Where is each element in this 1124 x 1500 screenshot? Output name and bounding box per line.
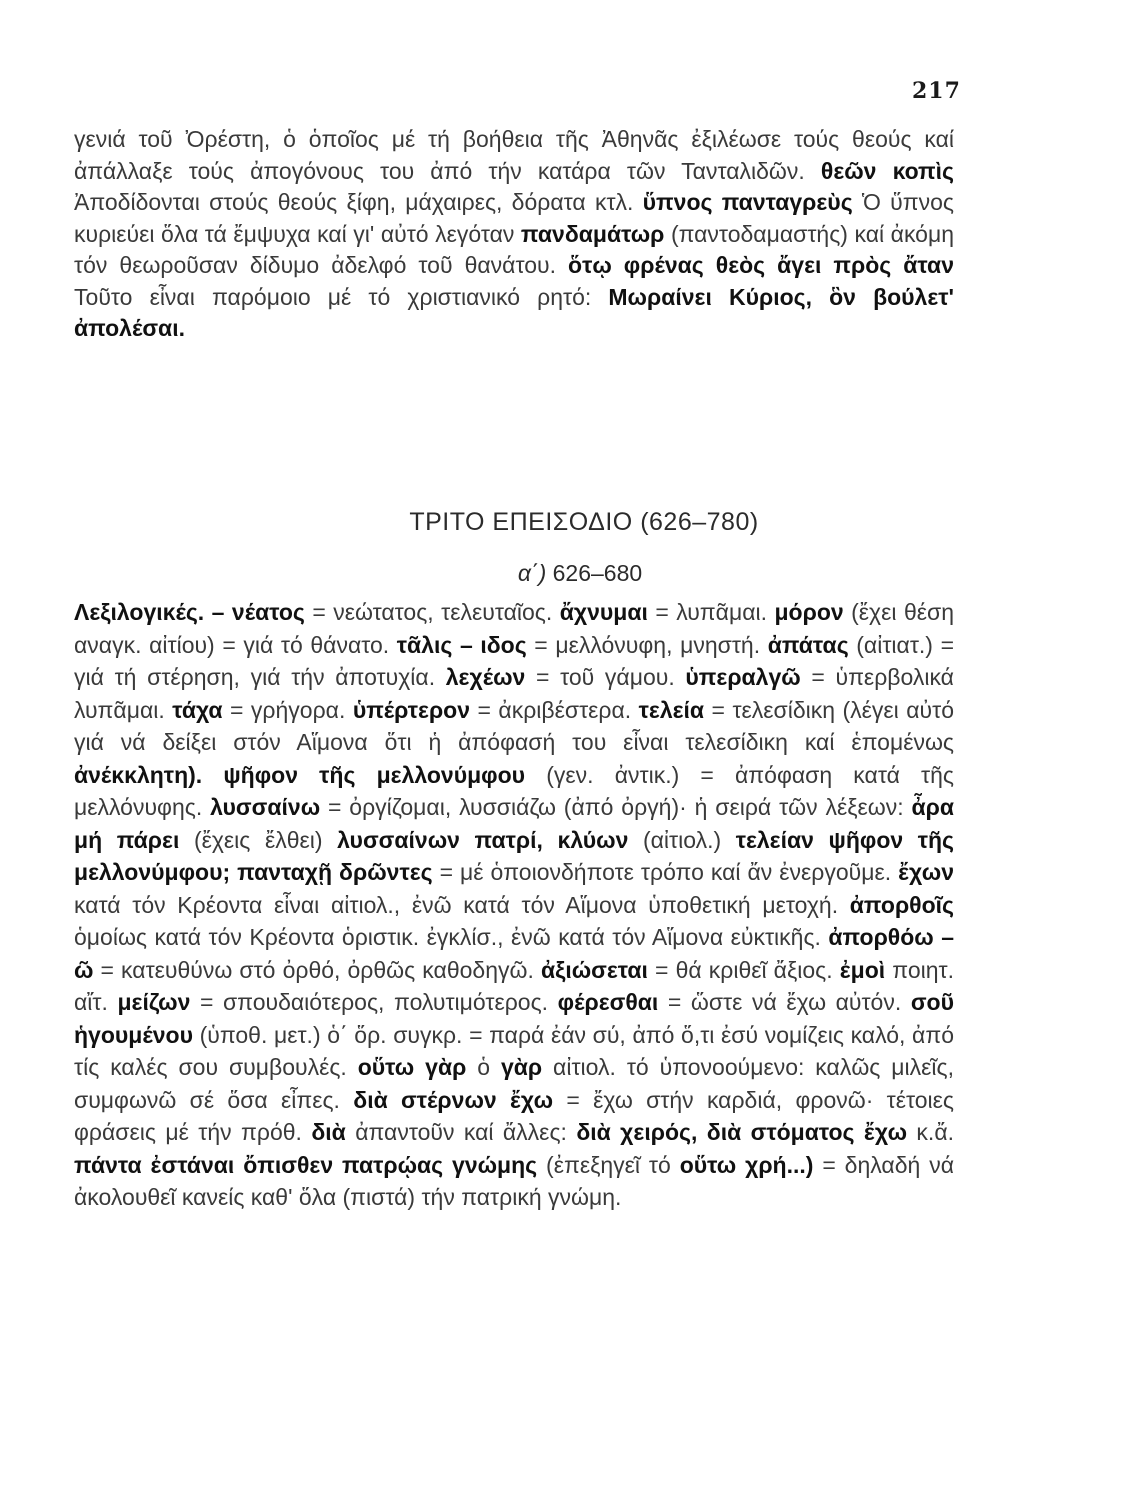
page-number: 217 [912,78,961,104]
subsection-marker: α΄) [517,560,547,586]
glossary-definition: ὁ [466,1054,501,1080]
glossary-definition: (ὑποθ. μετ.) ὁ΄ ὅρ. συγκρ. = παρά ἐάν σύ, ἀπό ὅ,τι ἐσύ νομίζεις καλό, ἀπό τίς καλές σου συμβουλές. [74,1021,954,1080]
subsection-range: 626–680 [552,560,643,586]
glossary-definition: αἰτιολ. τό ὑπονοούμενο: καλῶς μιλεῖς, συμφωνῶ σέ ὅσα εἶπες. [74,1054,954,1113]
glossary-definition: = ὑπερβολικά λυπᾶμαι. [74,664,954,723]
glossary-definition: = ὥστε νά ἔχω αὐτόν. [658,989,911,1015]
glossary-definition: = δηλαδή νά ἀκολουθεῖ κανείς καθ' ὅλα (πιστά) τήν πατρική γνώμη. [74,1151,954,1210]
glossary-definition: = λυπᾶμαι. [647,599,775,625]
glossary-term: λεχέων [445,664,526,690]
bold-term: θεῶν κοπὶς [820,157,954,184]
glossary-term: ἀξιώσεται [540,956,648,983]
subsection-heading [0,560,1124,587]
glossary-term: λυσσαίνων πατρί, κλύων [337,826,629,853]
glossary-definition: = ἔχω στήν καρδιά, φρονῶ· τέτοιες φράσεις μέ τήν πρόθ. [74,1086,955,1145]
glossary-definition: = κατευθύνω στό ὀρθό, ὀρθῶς καθοδηγῶ. [93,956,541,983]
glossary-term: ἀνέκκλητη). ψῆφον τῆς μελλονύμφου [74,761,526,788]
glossary-term: Λεξιλογικές. – νέατος [74,599,305,625]
body-text: Ὁ ὕπνος κυριεύει ὅλα τά ἔμψυχα καί γι' αὐτό λεγόταν [74,189,954,247]
glossary-term: ὑπέρτερον [352,696,471,723]
glossary-definition: = ὀργίζομαι, λυσσιάζω (ἀπό ὀργή)· ἡ σειρά τῶν λέξεων: [320,794,912,820]
glossary-term: ἀπάτας [767,631,849,658]
glossary-definition: (αἰτιολ.) [628,826,736,853]
glossary-term: ἀπορθοῖς [849,891,954,918]
glossary-term: ὑπεραλγῶ [685,664,801,690]
glossary-paragraph [74,596,954,1214]
glossary-term: διὰ στέρνων ἔχω [353,1086,554,1113]
glossary-definition: = μελλόνυφη, μνηστή. [526,631,768,658]
bold-term: ὅτῳ φρένας θεὸς ἄγει πρὸς ἄταν [568,252,954,278]
glossary-term: φέρεσθαι [557,989,659,1015]
glossary-term: τάχα [172,696,223,723]
glossary-definition: = σπουδαιότερος, πολυτιμότερος. [190,989,558,1015]
bold-term: Μωραίνει Κύριος, ὃν βούλετ' ἀπολέσαι. [74,283,954,341]
section-heading: ΤΡΙΤΟ ΕΠΕΙΣΟΔΙΟ (626–780) [409,508,759,536]
glossary-definition: (αἰτιατ.) = γιά τή στέρηση, γιά τήν ἀποτυχία. [74,631,955,690]
glossary-term: μείζων [117,989,191,1015]
glossary-definition: ὁμοίως κατά τόν Κρέοντα ὁριστικ. ἐγκλίσ., ἐνῶ κατά τόν Αἵμονα εὐκτικῆς. [74,924,829,950]
glossary-definition: (ἔχεις ἔλθει) [179,826,338,853]
glossary-term: διὰ [311,1119,346,1145]
glossary-term: μόρον [774,599,844,625]
glossary-definition: κ.ἄ. [907,1119,955,1145]
glossary-definition: = ἀκριβέστερα. [470,696,639,723]
glossary-definition: (ἔχει θέση αναγκ. αἰτίου) = γιά τό θάνατο. [74,599,954,658]
glossary-term: γὰρ [500,1054,543,1080]
body-text: γενιά τοῦ Ὀρέστη, ὁ ὁποῖος μέ τή βοήθεια τῆς Ἀθηνᾶς ἐξιλέωσε τούς θεούς καί ἀπάλλαξε τούς ἀπογόνους του ἀπό τήν κατάρα τῶν Τανταλιδῶν. [74,126,954,184]
glossary-term: σοῦ ἡγουμένου [74,989,954,1048]
body-text: (παντοδαμαστής) καί ἀκόμη τόν θεωροῦσαν δίδυμο ἀδελφό τοῦ θανάτου. [74,220,954,278]
glossary-term: διὰ χειρός, διὰ στόματος ἔχω [576,1119,908,1145]
glossary-term: οὕτω χρή...) [679,1151,814,1178]
glossary-definition: = γρήγορα. [222,696,353,723]
glossary-term: ἆρα μή πάρει [74,794,954,853]
body-text: Ἀποδίδονται στούς θεούς ξίφη, μάχαιρες, δόρατα κτλ. [74,189,643,215]
glossary-definition: = θά κριθεῖ ἄξιος. [647,956,840,983]
glossary-term: οὕτω γὰρ [357,1054,467,1080]
glossary-definition: = τελεσίδικη (λέγει αὐτό γιά νά δείξει στόν Αἵμονα ὅτι ἡ ἀπόφασή του εἶναι τελεσίδικη καί ἑπομένως [74,696,955,755]
glossary-definition: ἀπαντοῦν καί ἄλλες: [345,1119,577,1145]
glossary-definition: = τοῦ γάμου. [525,664,686,690]
glossary-definition: κατά τόν Κρέοντα εἶναι αἰτιολ., ἐνῶ κατά τόν Αἵμονα ὑποθετική μετοχή. [74,891,850,918]
glossary-term: τᾶλις – ιδος [396,631,527,658]
glossary-definition: (ἐπεξηγεῖ τό [537,1151,680,1178]
intro-paragraph [74,124,954,345]
glossary-term: τελείαν ψῆφον τῆς μελλονύμφου; πανταχῇ δρῶντες [74,826,955,885]
glossary-definition: ποιητ. αἴτ. [74,956,954,1015]
glossary-definition: = μέ ὁποιονδήποτε τρόπο καί ἄν ἐνεργοῦμε. [432,859,899,885]
bold-term: ὕπνος πανταγρεὺς [642,189,853,215]
glossary-definition: = νεώτατος, τελευταῖος. [304,599,560,625]
glossary-term: πάντα ἐστάναι ὄπισθεν πατρῴας γνώμης [74,1151,538,1178]
glossary-term: ἀπορθόω – ῶ [74,924,954,983]
bold-term: πανδαμάτωρ [520,220,665,247]
glossary-term: λυσσαίνω [210,794,321,820]
glossary-term: ἐμοὶ [839,956,886,983]
glossary-term: ἄχνυμαι [559,599,648,625]
glossary-term: τελεία [638,696,705,723]
glossary-term: ἔχων [898,859,954,885]
body-text: Τοῦτο εἶναι παρόμοιο μέ τό χριστιανικό ρητό: [74,283,609,310]
glossary-definition: (γεν. ἀντικ.) = ἀπόφαση κατά τῆς μελλόνυφης. [74,761,954,820]
